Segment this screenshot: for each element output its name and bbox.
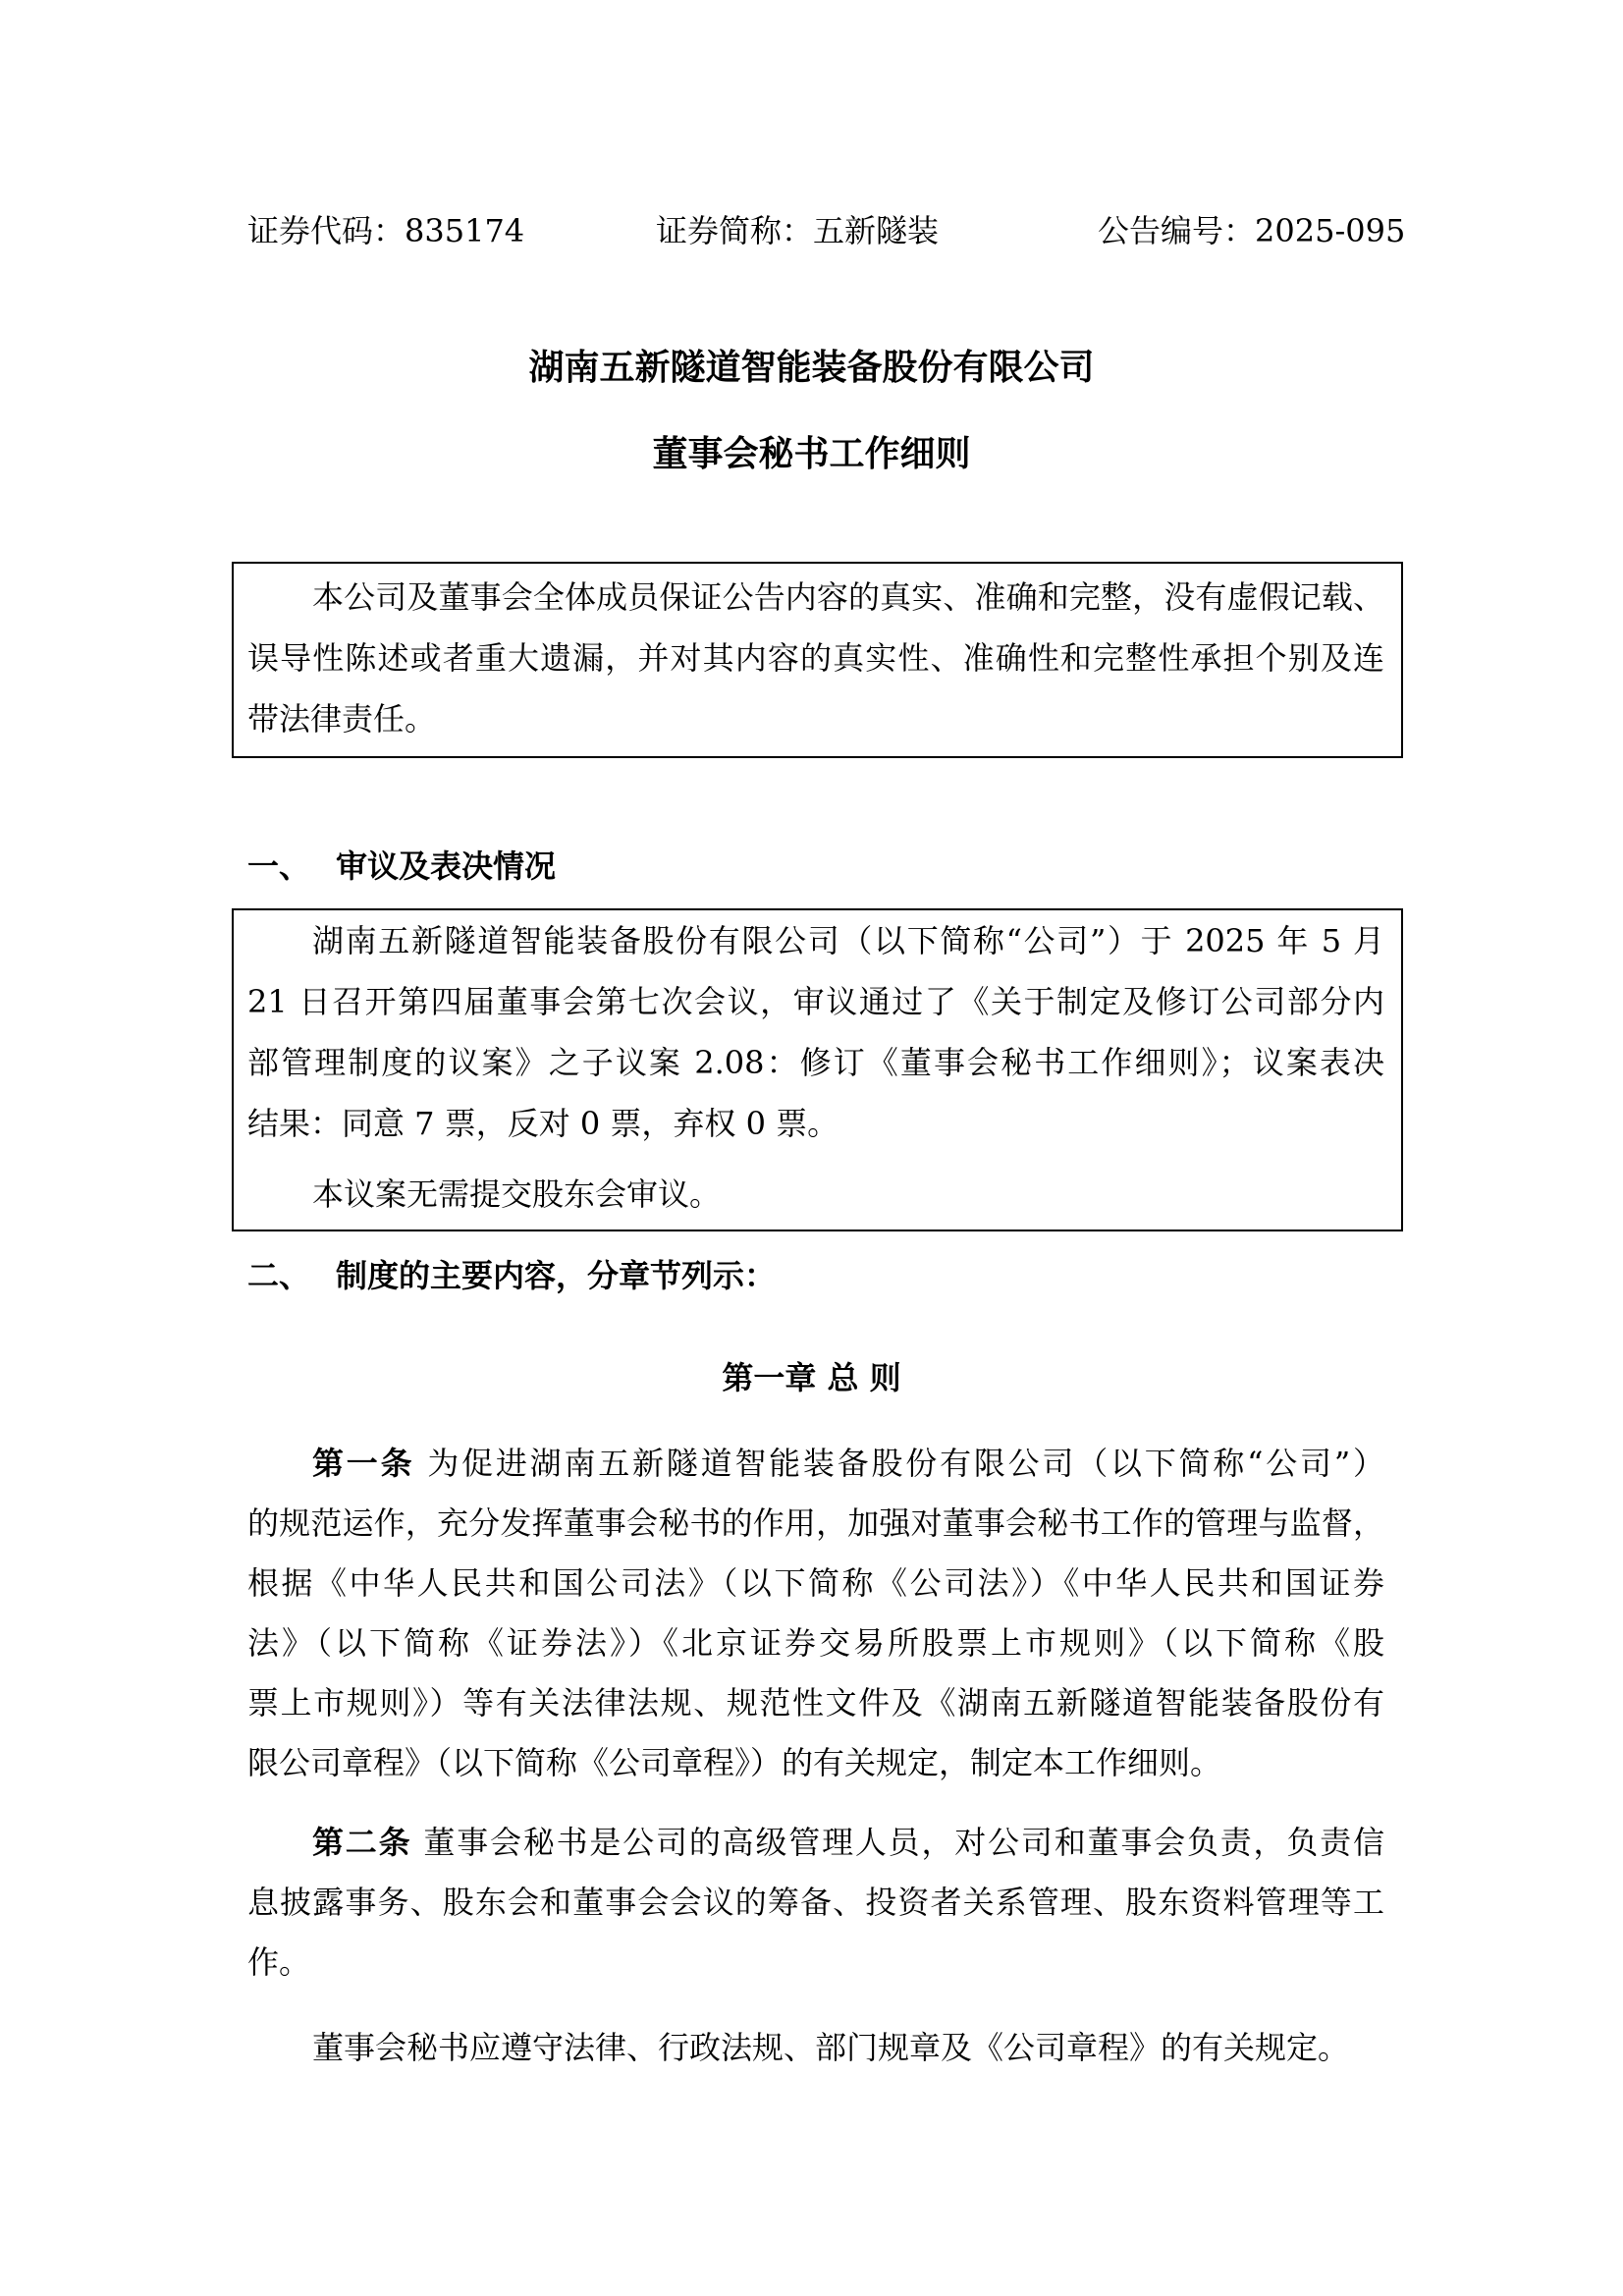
article-1-line: 法》（以下简称《证券法》）《北京证券交易所股票上市规则》（以下简称《股 [247,1624,1384,1662]
resolution-line: 湖南五新隧道智能装备股份有限公司（以下简称“公司”）于 2025 年 5 月 [312,922,1384,959]
article-2-line: 息披露事务、股东会和董事会会议的筹备、投资者关系管理、股东资料管理等工 [247,1884,1384,1921]
company-title: 湖南五新隧道智能装备股份有限公司 [528,348,1095,388]
disclaimer-line: 本公司及董事会全体成员保证公告内容的真实、准确和完整，没有虚假记载、 [312,578,1384,616]
stock-code: 证券代码：835174 [247,212,525,249]
article-1-label: 第一条 [312,1445,415,1482]
article-2-paragraph: 董事会秘书应遵守法律、行政法规、部门规章及《公司章程》的有关规定。 [312,2029,1350,2066]
article-1-line: 限公司章程》（以下简称《公司章程》）的有关规定，制定本工作细则。 [247,1744,1222,1781]
section-2-title: 制度的主要内容，分章节列示： [336,1257,777,1294]
document-title: 董事会秘书工作细则 [652,434,971,474]
article-1-text: 为促进湖南五新隧道智能装备股份有限公司（以下简称“公司”） [414,1445,1384,1482]
article-1-line: 的规范运作，充分发挥董事会秘书的作用，加强对董事会秘书工作的管理与监督， [247,1504,1384,1542]
article-1-line [312,1444,1384,1483]
resolution-line: 结果：同意 7 票，反对 0 票，弃权 0 票。 [247,1105,839,1142]
article-2-line [312,1823,1384,1862]
disclaimer-line: 误导性陈述或者重大遗漏，并对其内容的真实性、准确性和完整性承担个别及连 [247,639,1384,677]
article-2-line: 作。 [247,1943,311,1981]
resolution-line: 部管理制度的议案》之子议案 2.08：修订《董事会秘书工作细则》；议案表决 [247,1044,1384,1081]
resolution-line: 21 日召开第四届董事会第七次会议，审议通过了《关于制定及修订公司部分内 [247,983,1384,1020]
article-2-label: 第二条 [312,1824,412,1861]
notice-number: 公告编号：2025-095 [1098,212,1406,249]
stock-abbreviation: 证券简称：五新隧装 [656,212,940,249]
article-2-text: 董事会秘书是公司的高级管理人员，对公司和董事会负责，负责信 [411,1824,1384,1861]
section-1-heading [247,847,556,886]
section-2-heading [247,1256,776,1295]
section-1-number: 一、 [247,847,311,885]
article-1-line: 根据《中华人民共和国公司法》（以下简称《公司法》）《中华人民共和国证券 [247,1564,1384,1602]
disclaimer-line: 带法律责任。 [247,700,437,738]
resolution-line: 本议案无需提交股东会审议。 [312,1175,722,1213]
chapter-1-title: 第一章 总 则 [722,1359,901,1396]
section-2-number: 二、 [247,1257,311,1294]
section-1-title: 审议及表决情况 [336,847,557,885]
article-1-line: 票上市规则》）等有关法律法规、规范性文件及《湖南五新隧道智能装备股份有 [247,1684,1384,1722]
